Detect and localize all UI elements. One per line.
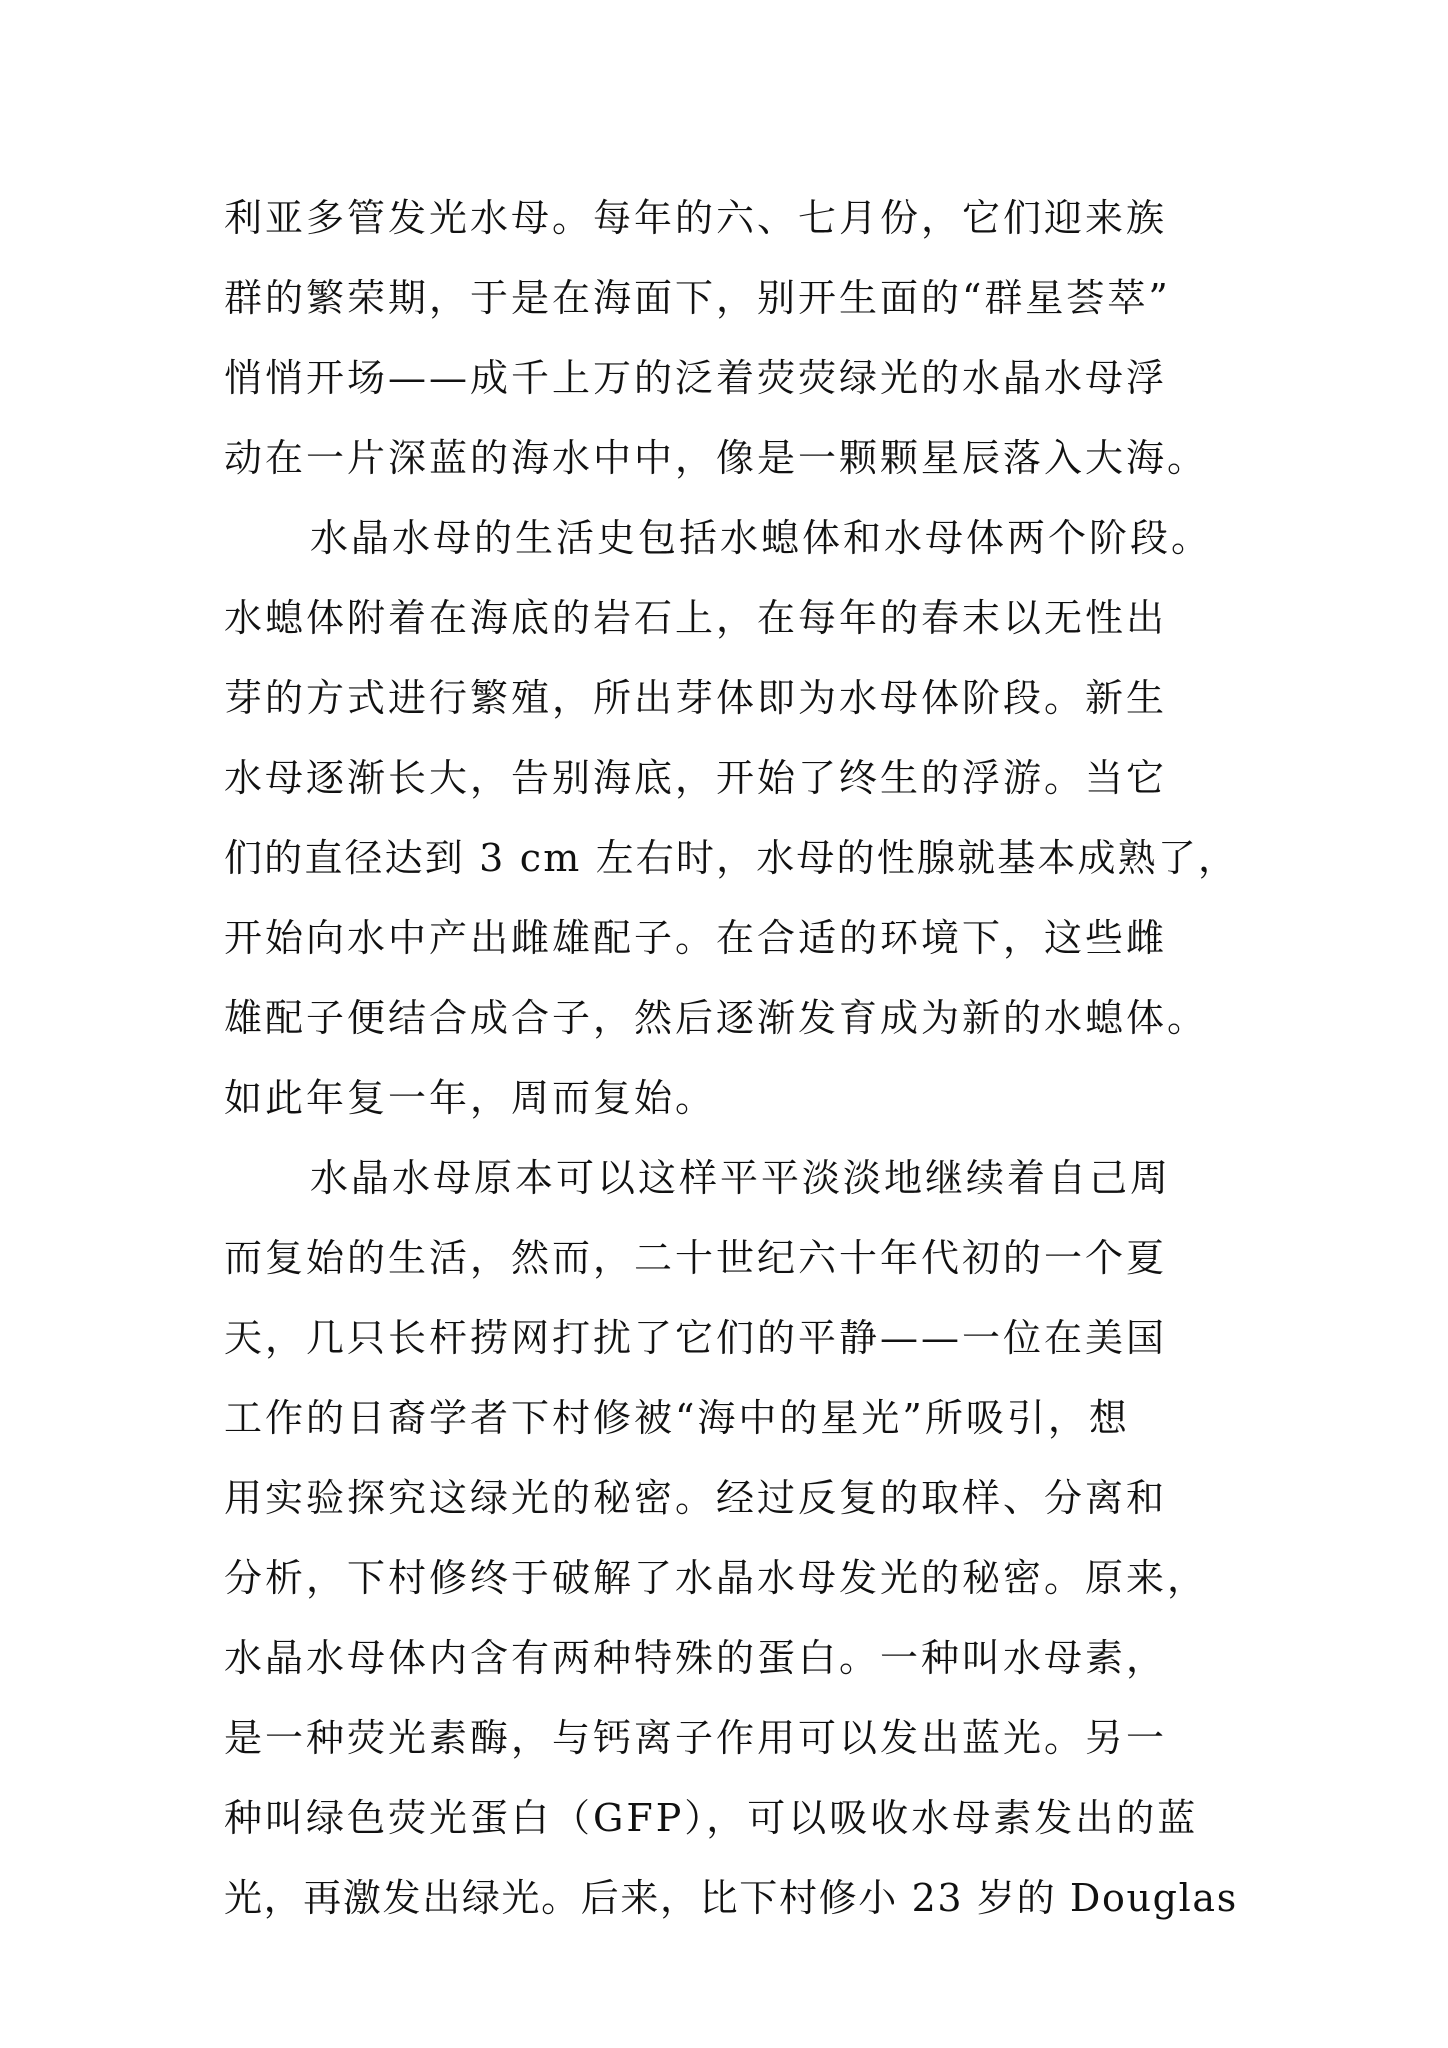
text-line: 开始向水中产出雌雄配子。在合适的环境下，这些雌 [224,916,1168,960]
text-line: 工作的日裔学者下村修被“海中的星光”所吸引，想 [224,1396,1130,1440]
text-line: 用实验探究这绿光的秘密。经过反复的取样、分离和 [224,1476,1168,1520]
document-body [224,178,1244,1938]
text-line: 们的直径达到 3 cm 左右时，水母的性腺就基本成熟了， [224,836,1239,880]
text-line: 水母逐渐长大，告别海底，开始了终生的浮游。当它 [224,756,1168,800]
text-line: 种叫绿色荧光蛋白（GFP），可以吸收水母素发出的蓝 [224,1796,1199,1840]
text-line: 而复始的生活，然而，二十世纪六十年代初的一个夏 [224,1236,1168,1280]
text-line: 芽的方式进行繁殖，所出芽体即为水母体阶段。新生 [224,676,1168,720]
paragraph-first-line: 水晶水母原本可以这样平平淡淡地继续着自己周 [310,1156,1172,1200]
text-line: 光，再激发出绿光。后来，比下村修小 23 岁的 Douglas [224,1876,1238,1920]
text-line: 水螅体附着在海底的岩石上，在每年的春末以无性出 [224,596,1168,640]
paragraph-first-line: 水晶水母的生活史包括水螅体和水母体两个阶段。 [310,516,1213,560]
text-line: 如此年复一年，周而复始。 [224,1076,717,1120]
text-line: 天，几只长杆捞网打扰了它们的平静——一位在美国 [224,1316,1168,1360]
text-line: 是一种荧光素酶，与钙离子作用可以发出蓝光。另一 [224,1716,1168,1760]
text-line: 悄悄开场——成千上万的泛着荧荧绿光的水晶水母浮 [224,356,1168,400]
text-line: 群的繁荣期，于是在海面下，别开生面的“群星荟萃” [224,276,1171,320]
text-line: 动在一片深蓝的海水中中，像是一颗颗星辰落入大海。 [224,436,1209,480]
text-line: 利亚多管发光水母。每年的六、七月份，它们迎来族 [224,196,1168,240]
text-line: 雄配子便结合成合子，然后逐渐发育成为新的水螅体。 [224,996,1209,1040]
text-line: 水晶水母体内含有两种特殊的蛋白。一种叫水母素， [224,1636,1168,1680]
text-line: 分析，下村修终于破解了水晶水母发光的秘密。原来， [224,1556,1209,1600]
